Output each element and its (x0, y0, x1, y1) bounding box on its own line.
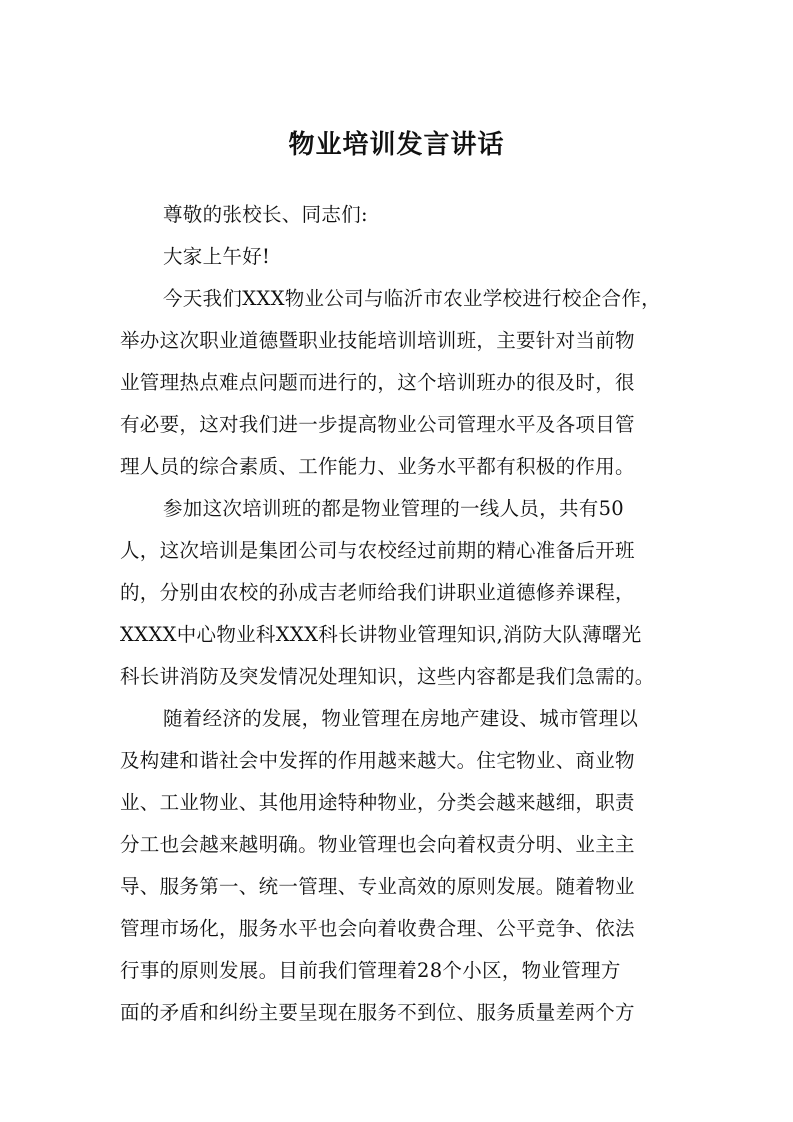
text-line: 管理市场化，服务水平也会向着收费合理、公平竞争、依法 (120, 917, 635, 940)
document-title: 物业培训发言讲话 (288, 130, 505, 160)
text-line: XXXX中心物业科XXX科长讲物业管理知识,消防大队薄曙光 (120, 623, 642, 646)
text-line: 有必要，这对我们进一步提高物业公司管理水平及各项目管 (120, 413, 635, 436)
text-line: 举办这次职业道德暨职业技能培训培训班，主要针对当前物 (120, 329, 635, 352)
text-line: 及构建和谐社会中发挥的作用越来越大。住宅物业、商业物 (120, 749, 635, 772)
text-line: 随着经济的发展，物业管理在房地产建设、城市管理以 (163, 707, 639, 730)
text-line: 面的矛盾和纠纷主要呈现在服务不到位、服务质量差两个方 (120, 1001, 635, 1024)
document-body (120, 194, 675, 1034)
text-line: 科长讲消防及突发情况处理知识，这些内容都是我们急需的。 (120, 665, 655, 688)
text-line: 尊敬的张校长、同志们: (163, 203, 368, 226)
text-line: 人，这次培训是集团公司与农校经过前期的精心准备后开班 (120, 539, 635, 562)
text-line: 理人员的综合素质、工作能力、业务水平都有积极的作用。 (120, 455, 635, 478)
text-line: 行事的原则发展。目前我们管理着28个小区，物业管理方 (120, 959, 621, 982)
text-line: 分工也会越来越明确。物业管理也会向着权责分明、业主主 (120, 833, 635, 856)
text-line: 的，分别由农校的孙成吉老师给我们讲职业道德修养课程， (120, 581, 635, 604)
text-line: 业管理热点难点问题而进行的，这个培训班办的很及时，很 (120, 371, 635, 394)
text-line: 导、服务第一、统一管理、专业高效的原则发展。随着物业 (120, 875, 635, 898)
text-line: 大家上午好! (163, 245, 271, 268)
text-line: 参加这次培训班的都是物业管理的一线人员，共有50 (163, 497, 625, 520)
text-line: 今天我们XXX物业公司与临沂市农业学校进行校企合作， (163, 287, 661, 310)
text-line: 业、工业物业、其他用途特种物业，分类会越来越细，职责 (120, 791, 635, 814)
